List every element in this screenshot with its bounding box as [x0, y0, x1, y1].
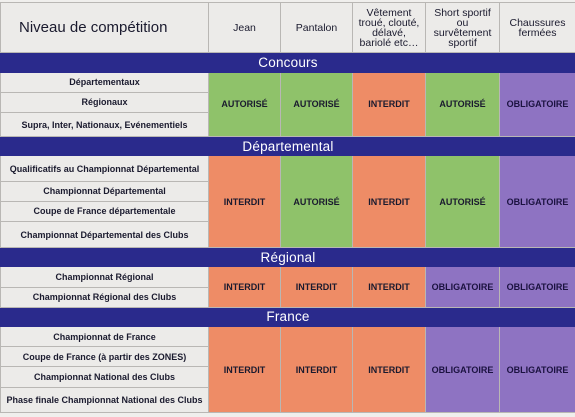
level-column-header: Niveau de compétition [1, 3, 209, 53]
status-cell-chaussures: OBLIGATOIRE [500, 72, 575, 137]
column-header-chaussures: Chaussures fermées [500, 3, 575, 53]
status-cell-vetement: INTERDIT [353, 156, 426, 248]
section-title-regional: Régional [1, 248, 575, 267]
section-row-france [1, 307, 575, 326]
status-cell-vetement: INTERDIT [353, 72, 426, 137]
section-row-regional [1, 248, 575, 267]
competition-label: Championnat Régional [1, 267, 209, 287]
column-header-vetement: Vêtement troué, clouté, délavé, bariolé etc… [353, 3, 426, 53]
table-row [1, 267, 575, 287]
competition-label: Championnat de France [1, 327, 209, 347]
competition-label: Championnat Départemental des Clubs [1, 222, 209, 248]
status-cell-chaussures: OBLIGATOIRE [500, 327, 575, 413]
column-header-jean: Jean [209, 3, 281, 53]
competition-label: Phase finale Championnat National des Clubs [1, 387, 209, 412]
competition-label: Coupe de France départementale [1, 201, 209, 221]
status-cell-short: AUTORISÉ [426, 72, 500, 137]
section-title-concours: Concours [1, 53, 575, 72]
column-header-pantalon: Pantalon [281, 3, 353, 53]
table-row [1, 156, 575, 181]
table-row [1, 327, 575, 347]
status-cell-jean: INTERDIT [209, 327, 281, 413]
competition-label: Qualificatifs au Championnat Départemental [1, 156, 209, 181]
status-cell-pantalon: INTERDIT [281, 327, 353, 413]
status-cell-pantalon: AUTORISÉ [281, 72, 353, 137]
status-cell-jean: INTERDIT [209, 267, 281, 307]
table-row [1, 72, 575, 92]
dress-code-table [0, 2, 575, 413]
status-cell-pantalon: INTERDIT [281, 267, 353, 307]
status-cell-jean: INTERDIT [209, 156, 281, 248]
status-cell-chaussures: OBLIGATOIRE [500, 156, 575, 248]
competition-label: Championnat National des Clubs [1, 367, 209, 387]
section-title-france: France [1, 307, 575, 326]
competition-label: Supra, Inter, Nationaux, Evénementiels [1, 113, 209, 137]
status-cell-short: AUTORISÉ [426, 156, 500, 248]
header-row [1, 3, 575, 53]
competition-label: Départementaux [1, 72, 209, 92]
section-row-departemental [1, 137, 575, 156]
status-cell-jean: AUTORISÉ [209, 72, 281, 137]
status-cell-short: OBLIGATOIRE [426, 327, 500, 413]
competition-label: Championnat Régional des Clubs [1, 287, 209, 307]
competition-label: Régionaux [1, 92, 209, 112]
competition-label: Coupe de France (à partir des ZONES) [1, 347, 209, 367]
status-cell-chaussures: OBLIGATOIRE [500, 267, 575, 307]
competition-label: Championnat Départemental [1, 181, 209, 201]
status-cell-vetement: INTERDIT [353, 327, 426, 413]
section-title-departemental: Départemental [1, 137, 575, 156]
section-row-concours [1, 53, 575, 72]
status-cell-vetement: INTERDIT [353, 267, 426, 307]
status-cell-pantalon: AUTORISÉ [281, 156, 353, 248]
column-header-short: Short sportif ou survêtement sportif [426, 3, 500, 53]
status-cell-short: OBLIGATOIRE [426, 267, 500, 307]
